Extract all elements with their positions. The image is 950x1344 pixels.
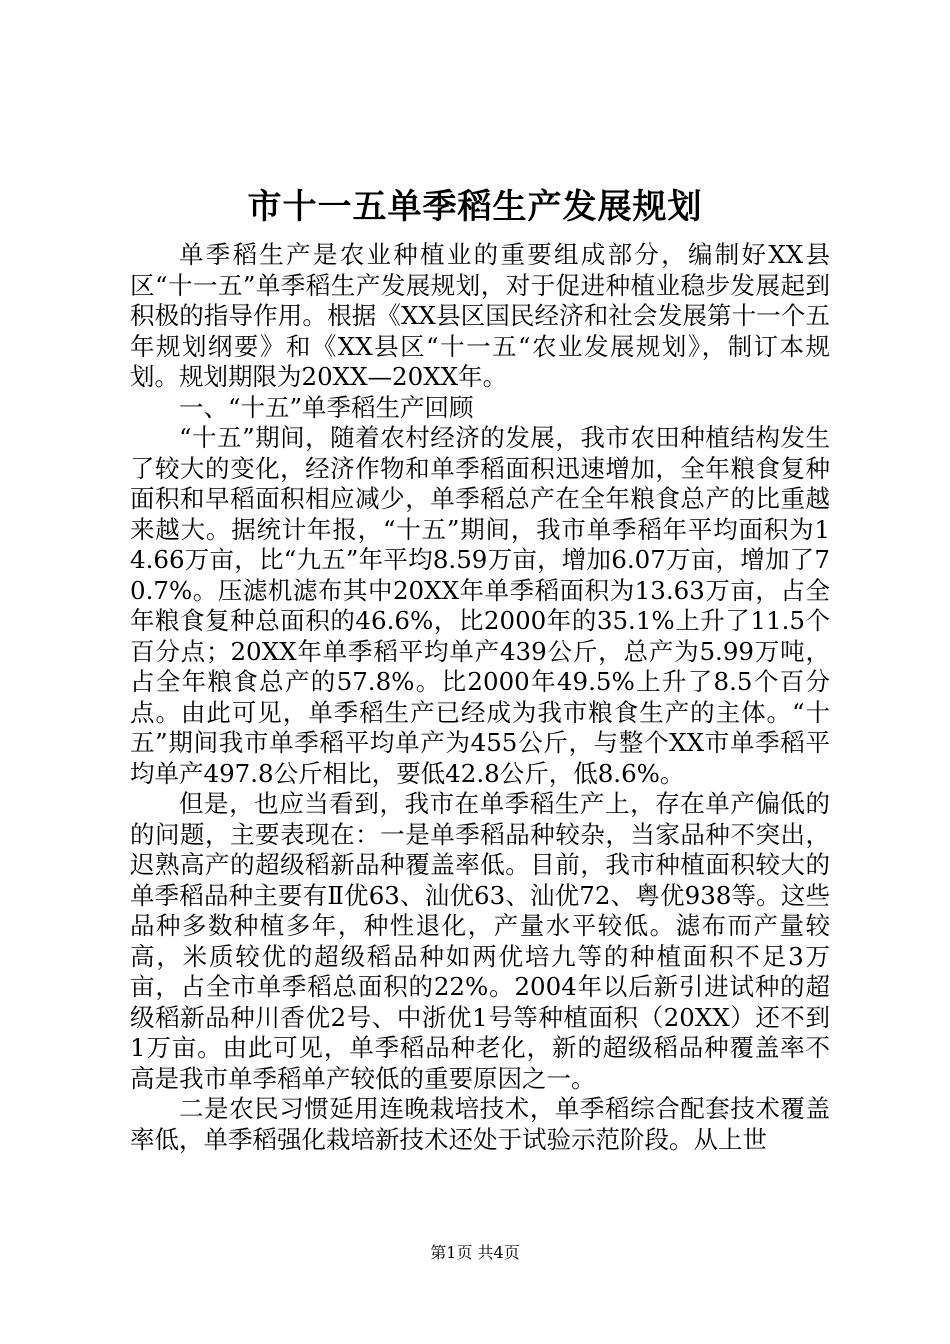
document-body (130, 240, 830, 1155)
technique-paragraph: 二是农民习惯延用连晚栽培技术，单季稻综合配套技术覆盖率低，单季稻强化栽培新技术还处于试验示范阶段。从上世 (130, 1094, 830, 1154)
intro-paragraph: 单季稻生产是农业种植业的重要组成部分，编制好XX县区“十一五”单季稻生产发展规划，对于促进种植业稳步发展起到积极的指导作用。根据《XX县区国民经济和社会发展第十一个五年规划纲要》和《XX县区“十一五“农业发展规划》，制订本规划。规划期限为20XX—20XX年。 (130, 240, 830, 391)
review-paragraph: “十五”期间，随着农村经济的发展，我市农田种植结构发生了较大的变化，经济作物和单季稻面积迅速增加，全年粮食复种面积和早稻面积相应减少，单季稻总产在全年粮食总产的比重越来越大。据统计年报，“十五”期间，我市单季稻年平均面积为14.66万亩，比“九五”年平均8.59万亩，增加6.07万亩，增加了70.7%。压滤机滤布其中20XX年单季稻面积为13.63万亩，占全年粮食复种总面积的46.6%，比2000年的35.1%上升了11.5个百分点；20XX年单季稻平均单产439公斤，总产为5.99万吨，占全年粮食总产的57.8%。比2000年49.5%上升了8.5个百分点。由此可见，单季稻生产已经成为我市粮食生产的主体。“十五”期间我市单季稻平均单产为455公斤，与整个XX市单季稻平均单产497.8公斤相比，要低42.8公斤，低8.6%。 (130, 423, 830, 788)
page-footer: 第1页 共4页 (430, 1243, 520, 1262)
section-heading: 一、“十五”单季稻生产回顾 (179, 392, 474, 422)
document-title: 市十一五单季稻生产发展规划 (247, 187, 703, 227)
problem-paragraph: 但是，也应当看到，我市在单季稻生产上，存在单产偏低的的问题，主要表现在：一是单季稻品种较杂，当家品种不突出，迟熟高产的超级稻新品种覆盖率低。目前，我市种植面积较大的单季稻品种主要有Ⅱ优63、汕优63、汕优72、粤优938等。这些品种多数种植多年，种性退化，产量水平较低。滤布而产量较高，米质较优的超级稻品种如两优培九等的种植面积不足3万亩，占全市单季稻总面积的22%。2004年以后新引进试种的超级稻新品种川香优2号、中浙优1号等种植面积（20XX）还不到1万亩。由此可见，单季稻品种老化，新的超级稻品种覆盖率不高是我市单季稻单产较低的重要原因之一。 (130, 789, 830, 1093)
